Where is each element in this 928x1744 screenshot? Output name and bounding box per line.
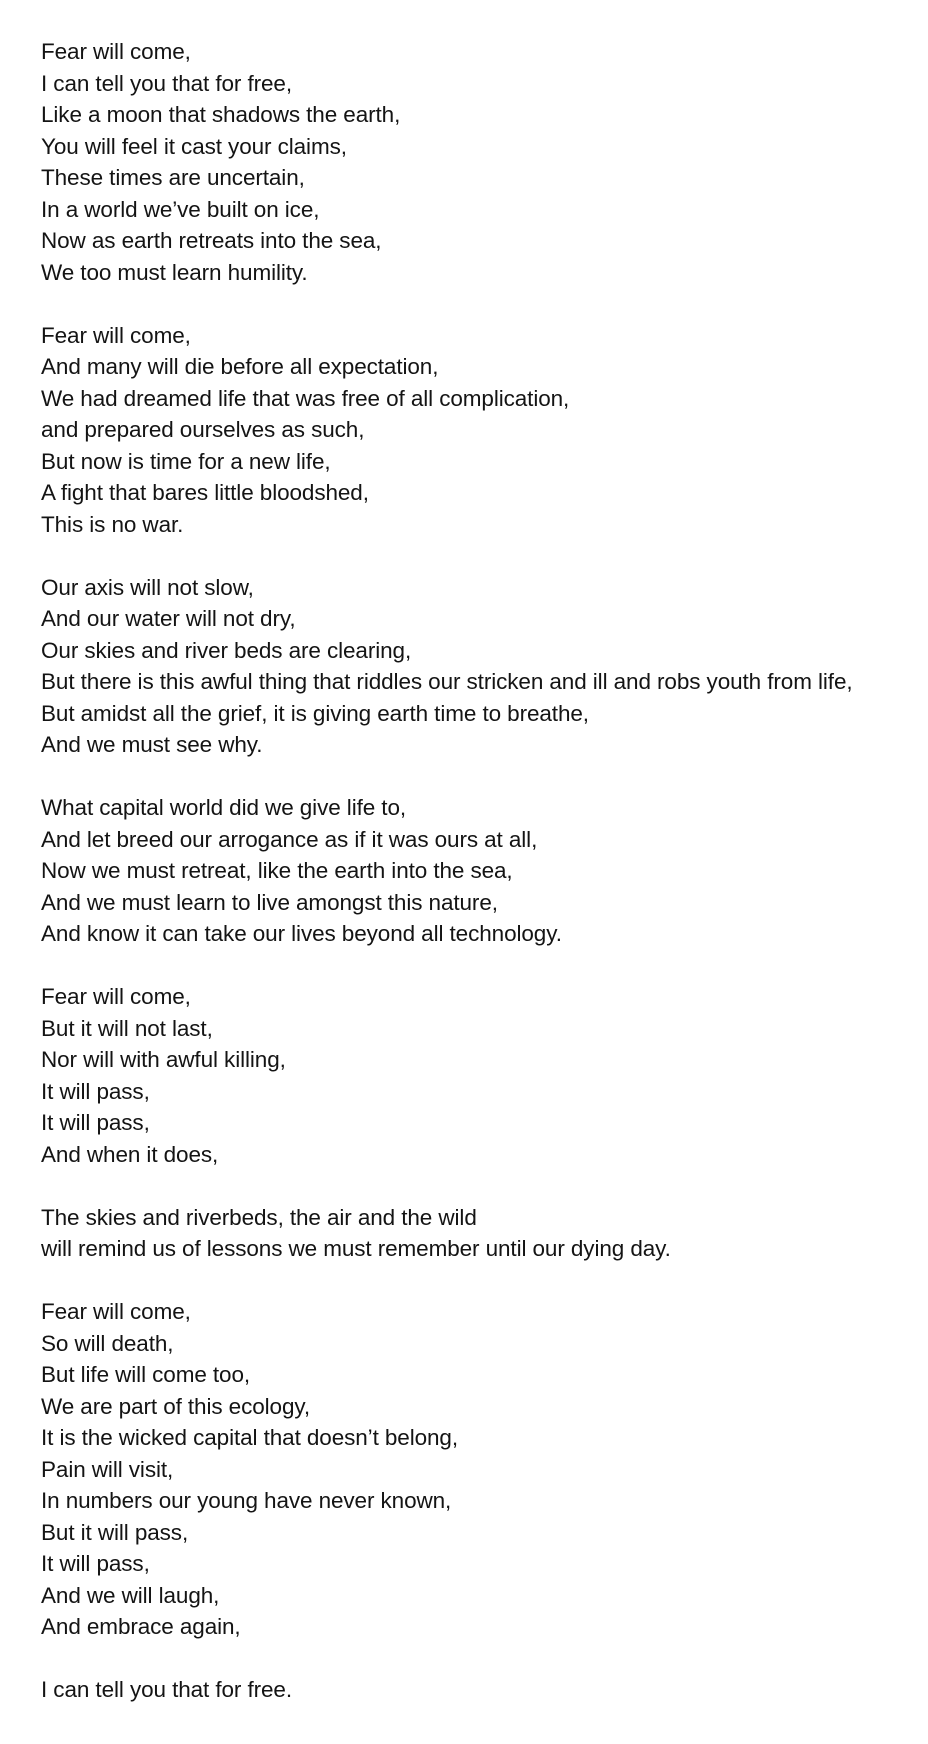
poem-stanza	[41, 320, 901, 541]
poem-line: But life will come too,	[41, 1362, 251, 1387]
poem-stanza	[41, 572, 901, 761]
poem-line: Fear will come,	[41, 39, 191, 64]
poem-line: In a world we’ve built on ice,	[41, 196, 320, 222]
poem-line: These times are uncertain,	[41, 165, 305, 190]
poem-line: Now as earth retreats into the sea,	[41, 228, 382, 253]
poem-line: We are part of this ecology,	[41, 1393, 311, 1419]
poem-line: The skies and riverbeds, the air and the wild	[41, 1204, 477, 1230]
poem-line: Our skies and river beds are clearing,	[41, 637, 412, 663]
poem-line: And know it can take our lives beyond all technology.	[41, 921, 562, 946]
poem-line: It is the wicked capital that doesn’t belong,	[41, 1425, 459, 1450]
poem-line: In numbers our young have never known,	[41, 1488, 452, 1513]
poem-line: And we must learn to live amongst this nature,	[41, 889, 498, 915]
poem-line: So will death,	[41, 1330, 174, 1356]
poem-line: And we must see why.	[41, 732, 263, 757]
poem-line: But there is this awful thing that riddles our stricken and ill and robs youth from life,	[41, 669, 853, 694]
poem-line: It will pass,	[41, 1078, 150, 1104]
poem-stanza	[41, 981, 901, 1170]
poem-line: But it will pass,	[41, 1519, 189, 1545]
poem-line: But it will not last,	[41, 1015, 213, 1041]
poem-line: Fear will come,	[41, 1299, 191, 1324]
poem-line: I can tell you that for free,	[41, 70, 292, 96]
poem-line: Like a moon that shadows the earth,	[41, 102, 401, 127]
poem-line: And when it does,	[41, 1141, 219, 1167]
poem-stanza	[41, 1296, 901, 1643]
poem-text	[41, 36, 901, 1737]
poem-line: But now is time for a new life,	[41, 448, 331, 474]
poem-line: will remind us of lessons we must remember until our dying day.	[41, 1236, 671, 1261]
poem-line: Now we must retreat, like the earth into the sea,	[41, 858, 513, 883]
poem-line: You will feel it cast your claims,	[41, 133, 347, 159]
poem-line: and prepared ourselves as such,	[41, 417, 365, 442]
poem-line: It will pass,	[41, 1110, 150, 1135]
poem-line: We had dreamed life that was free of all complication,	[41, 385, 570, 411]
poem-line: Fear will come,	[41, 322, 191, 348]
poem-line: We too must learn humility.	[41, 259, 308, 285]
poem-line: And we will laugh,	[41, 1582, 220, 1608]
poem-line: Fear will come,	[41, 984, 191, 1009]
poem-stanza	[41, 792, 901, 950]
poem-stanza	[41, 36, 901, 288]
poem-stanza	[41, 1674, 901, 1706]
poem-line: Our axis will not slow,	[41, 574, 254, 600]
poem-line: Pain will visit,	[41, 1456, 174, 1482]
poem-line: It will pass,	[41, 1551, 150, 1576]
poem-line: And let breed our arrogance as if it was ours at all,	[41, 826, 538, 852]
poem-line: And embrace again,	[41, 1614, 241, 1639]
poem-line: And our water will not dry,	[41, 606, 296, 631]
poem-line: This is no war.	[41, 511, 184, 537]
poem-line: A fight that bares little bloodshed,	[41, 480, 369, 505]
poem-stanza	[41, 1202, 901, 1265]
poem-line: I can tell you that for free.	[41, 1677, 292, 1702]
poem-line: Nor will with awful killing,	[41, 1047, 286, 1072]
poem-line: And many will die before all expectation,	[41, 354, 439, 379]
poem-line: What capital world did we give life to,	[41, 795, 407, 820]
poem-line: But amidst all the grief, it is giving earth time to breathe,	[41, 700, 589, 726]
